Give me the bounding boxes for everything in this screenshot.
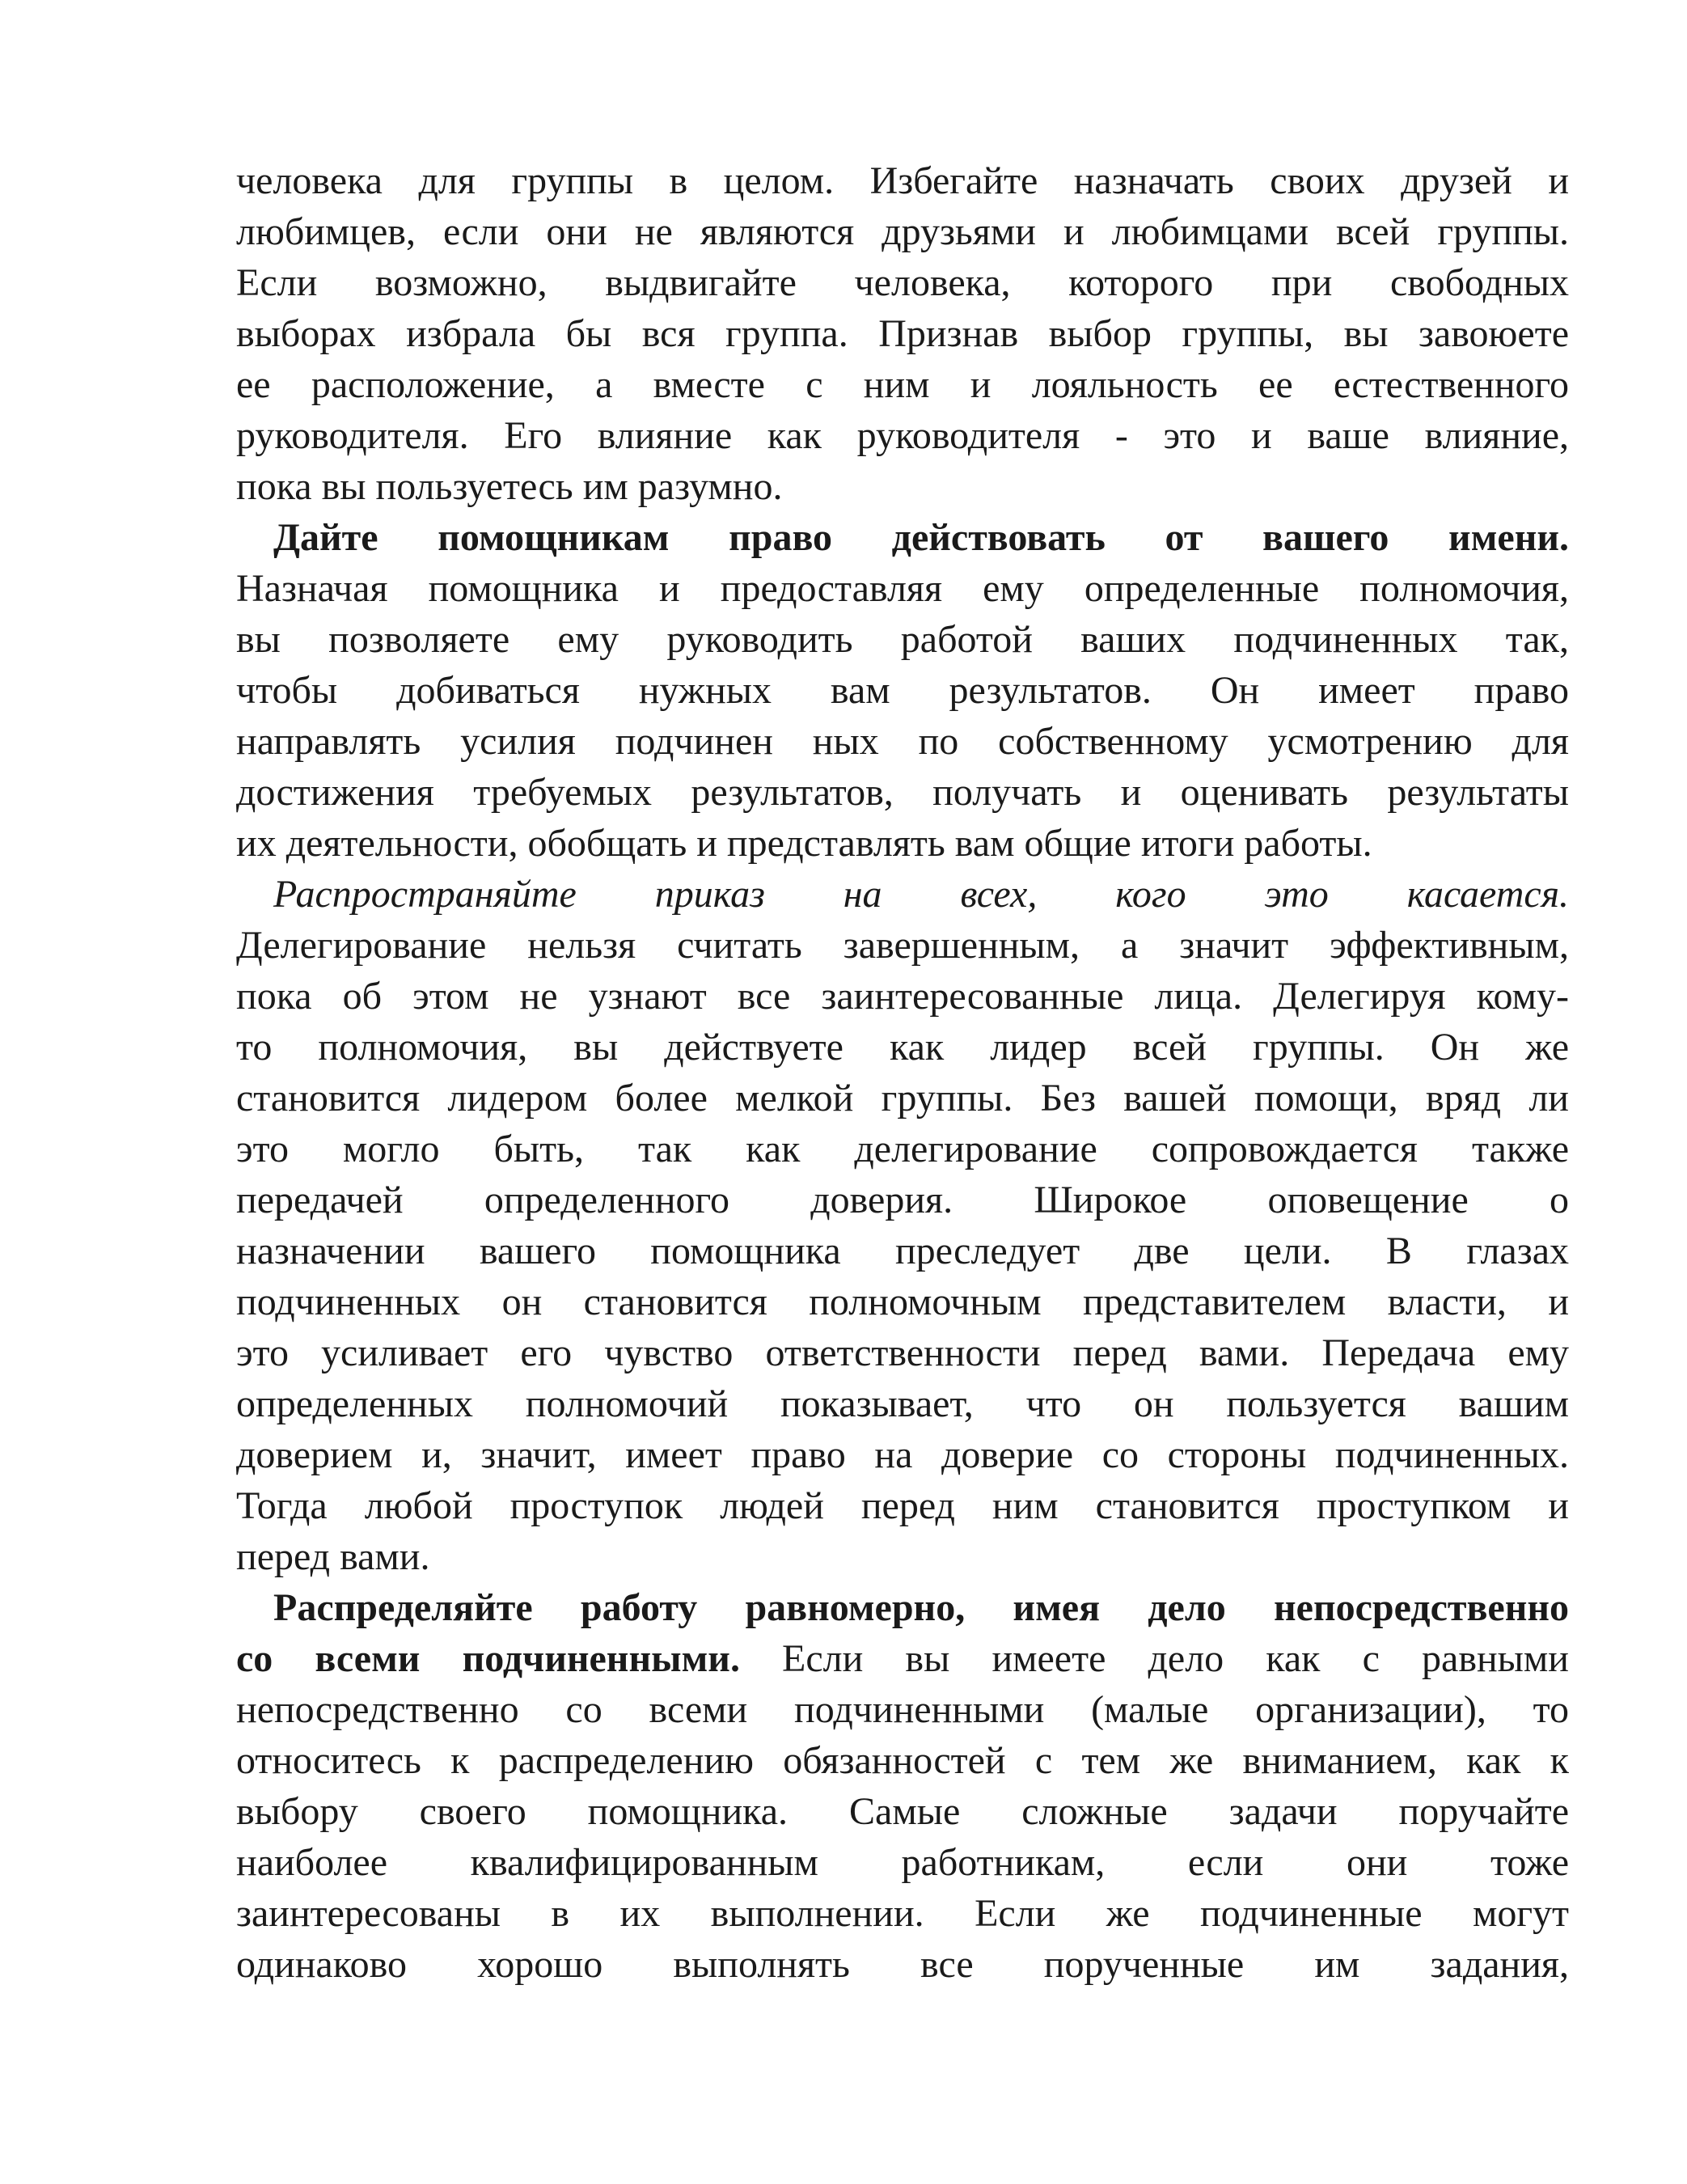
body-text: назначении вашего помощника преследует две цели. В глазах: [236, 1230, 1569, 1272]
body-text: заинтересованы в их выполнении. Если же подчиненные могут: [236, 1892, 1569, 1935]
text-line: [236, 1786, 1569, 1837]
text-line: [236, 155, 1569, 206]
text-line: [236, 563, 1569, 614]
text-line: [236, 1735, 1569, 1786]
body-text: перед вами.: [236, 1535, 430, 1578]
body-text: передачей определенного доверия. Широкое оповещение о: [236, 1179, 1569, 1221]
text-line: [236, 1684, 1569, 1735]
text-line: [236, 1531, 1569, 1582]
text-line: [236, 308, 1569, 359]
body-text: пока об этом не узнают все заинтересованные лица. Делегируя кому-: [236, 975, 1569, 1018]
text-line: [236, 716, 1569, 767]
body-text: вы позволяете ему руководить работой ваших подчиненных так,: [236, 618, 1569, 661]
body-text: это усиливает его чувство ответственности перед вами. Передача ему: [236, 1331, 1569, 1374]
text-line: [236, 1276, 1569, 1327]
text-line: [236, 1378, 1569, 1429]
body-text: относитесь к распределению обязанностей с тем же вниманием, как к: [236, 1739, 1569, 1782]
text-line: [236, 1429, 1569, 1480]
text-line: [236, 461, 1569, 512]
text-line: [236, 410, 1569, 461]
bold-heading-text: со всеми подчиненными.: [236, 1637, 740, 1680]
document-page: [236, 155, 1569, 1990]
text-line: [236, 767, 1569, 818]
body-text: Делегирование нельзя считать завершенным, а значит эффективным,: [236, 924, 1569, 967]
body-text: достижения требуемых результатов, получать и оценивать результаты: [236, 771, 1569, 814]
text-line: [236, 1633, 1569, 1684]
body-text: их деятельности, обобщать и представлять вам общие итоги работы.: [236, 822, 1372, 865]
bold-heading-text: Дайте помощникам право действовать от вашего имени.: [273, 516, 1569, 559]
body-text: чтобы добиваться нужных вам результатов. Он имеет право: [236, 669, 1569, 712]
body-text: наиболее квалифицированным работникам, если они тоже: [236, 1841, 1569, 1884]
body-text: становится лидером более мелкой группы. Без вашей помощи, вряд ли: [236, 1077, 1569, 1120]
body-text: доверием и, значит, имеет право на доверие со стороны подчиненных.: [236, 1433, 1569, 1476]
text-line: [236, 1939, 1569, 1990]
text-line: [236, 1073, 1569, 1124]
text-line: [236, 1837, 1569, 1888]
body-text: пока вы пользуетесь им разумно.: [236, 465, 783, 508]
text-line: [236, 920, 1569, 971]
italic-heading-text: Распространяйте приказ на всех, кого это касается.: [273, 873, 1569, 916]
text-line: [236, 665, 1569, 716]
text-line: [236, 614, 1569, 665]
body-text: направлять усилия подчинен ных по собственному усмотрению для: [236, 720, 1569, 763]
body-text: Тогда любой проступок людей перед ним становится проступком и: [236, 1484, 1569, 1527]
text-line: [236, 1480, 1569, 1531]
text-line: [236, 512, 1569, 563]
body-text: определенных полномочий показывает, что он пользуется вашим: [236, 1382, 1569, 1425]
text-line: [236, 206, 1569, 257]
body-text: то полномочия, вы действуете как лидер всей группы. Он же: [236, 1026, 1569, 1069]
body-text: подчиненных он становится полномочным представителем власти, и: [236, 1280, 1569, 1323]
text-line: [236, 1124, 1569, 1175]
text-line: [236, 1582, 1569, 1633]
text-line: [236, 1022, 1569, 1073]
body-text: любимцев, если они не являются друзьями и любимцами всей группы.: [236, 210, 1569, 253]
text-line: [236, 971, 1569, 1022]
text-line: [236, 1175, 1569, 1225]
text-line: [236, 1225, 1569, 1276]
text-line: [236, 1327, 1569, 1378]
body-text: непосредственно со всеми подчиненными (малые организации), то: [236, 1688, 1569, 1731]
body-text: одинаково хорошо выполнять все порученные им задания,: [236, 1943, 1569, 1986]
body-text: Если вы имеете дело как с равными: [739, 1637, 1569, 1680]
body-text: выбору своего помощника. Самые сложные задачи поручайте: [236, 1790, 1569, 1833]
body-text: Если возможно, выдвигайте человека, которого при свободных: [236, 261, 1569, 304]
text-line: [236, 359, 1569, 410]
body-text: ее расположение, а вместе с ним и лояльность ее естественного: [236, 363, 1569, 406]
text-line: [236, 257, 1569, 308]
text-line: [236, 869, 1569, 920]
body-text: человека для группы в целом. Избегайте назначать своих друзей и: [236, 159, 1569, 202]
body-text: руководителя. Его влияние как руководителя - это и ваше влияние,: [236, 414, 1569, 457]
text-line: [236, 818, 1569, 869]
body-text: Назначая помощника и предоставляя ему определенные полномочия,: [236, 567, 1569, 610]
bold-heading-text: Распределяйте работу равномерно, имея дело непосредственно: [273, 1586, 1569, 1629]
body-text: выборах избрала бы вся группа. Признав выбор группы, вы завоюете: [236, 312, 1569, 355]
body-text: это могло быть, так как делегирование сопровождается также: [236, 1128, 1569, 1170]
text-line: [236, 1888, 1569, 1939]
